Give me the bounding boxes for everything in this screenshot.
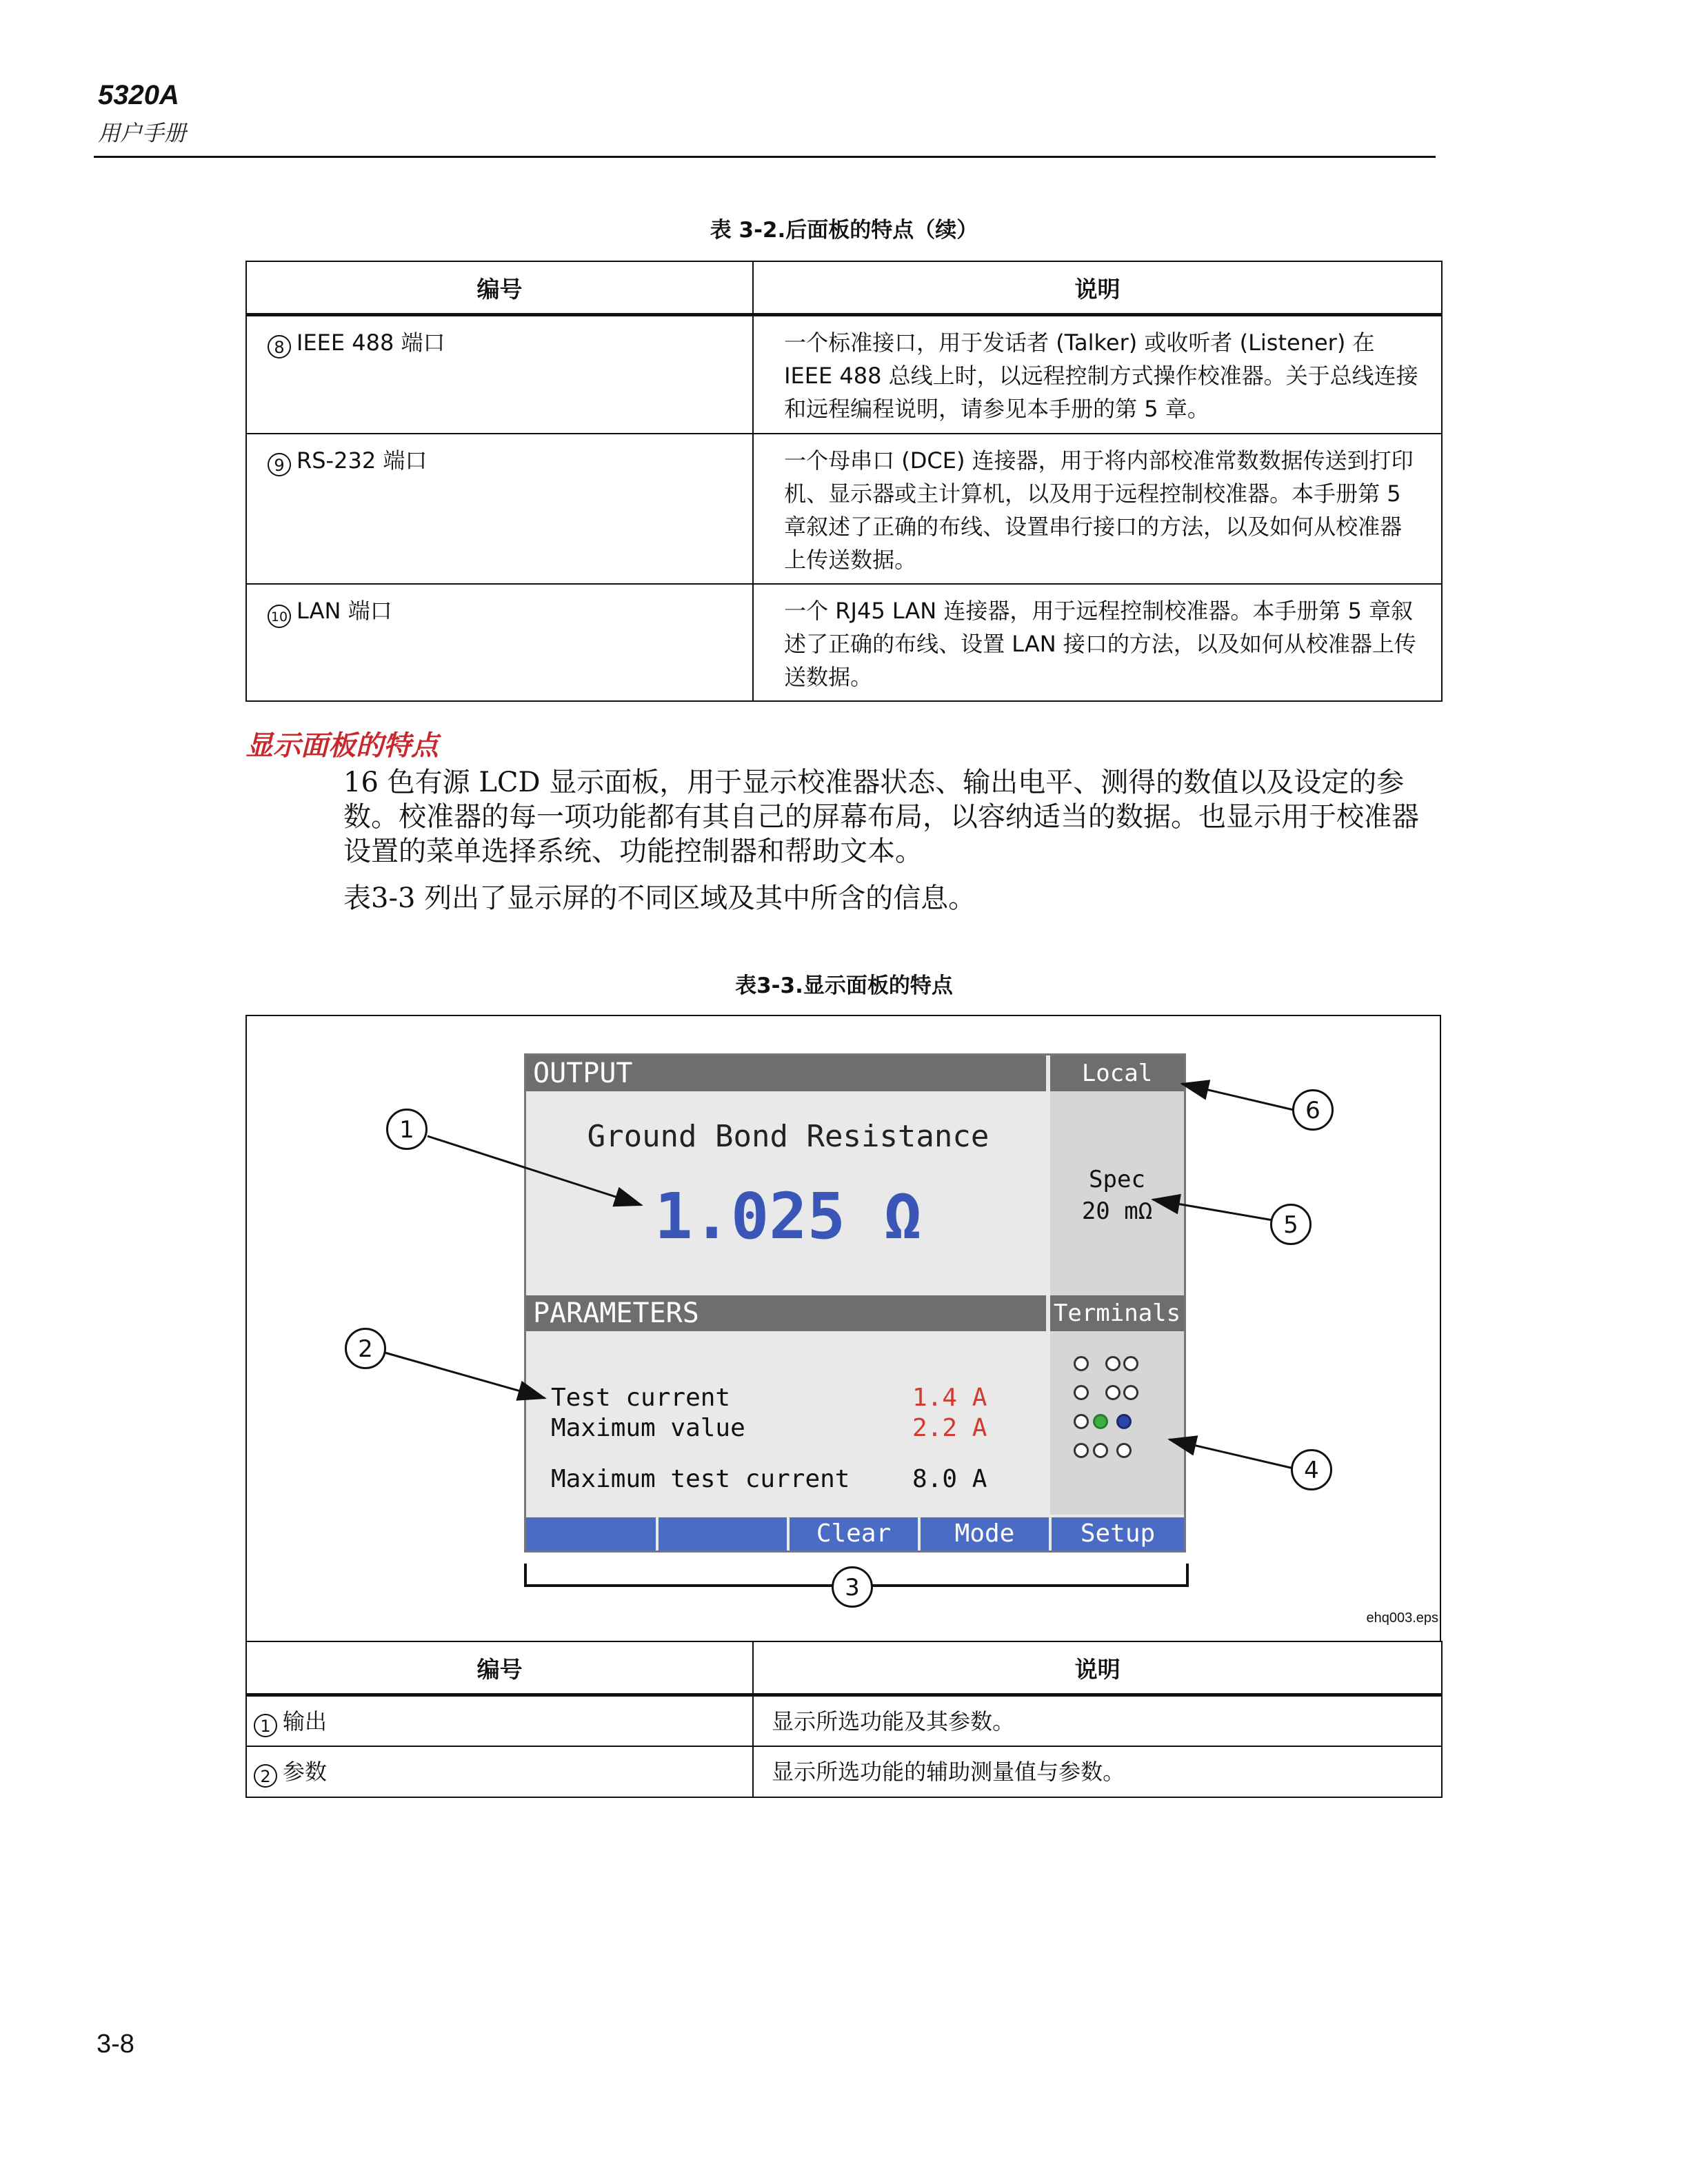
mode-indicator: Local bbox=[1050, 1055, 1184, 1091]
figure-filename: ehq003.eps bbox=[1366, 1610, 1438, 1626]
feature-description: 显示所选功能的辅助测量值与参数。 bbox=[753, 1746, 1442, 1797]
section-paragraph: 16 色有源 LCD 显示面板，用于显示校准器状态、输出电平、测得的数值以及设定的参数。校准器的每一项功能都有其自己的屏幕布局，以容纳适当的数据。也显示用于校准器设置的菜单选择系统、功能控制器和帮助文本。 bbox=[343, 767, 1419, 867]
callout-number: 10 bbox=[268, 605, 291, 628]
callout-number: 8 bbox=[268, 335, 291, 358]
feature-description: 一个母串口 (DCE) 连接器，用于将内部校准常数数据传送到打印机、显示器或主计算机，以及用于远程控制校准器。本手册第 5 章叙述了正确的布线、设置串行接口的方法，以及如何从校准器上传送数据。 bbox=[753, 434, 1442, 584]
table-3-2-caption: 表 3-2.后面板的特点（续） bbox=[710, 218, 978, 243]
param-name: Test current bbox=[551, 1384, 731, 1412]
callout-5: 5 bbox=[1270, 1204, 1312, 1245]
table-row bbox=[246, 1695, 1442, 1746]
callout-1: 1 bbox=[386, 1109, 428, 1150]
figure-caption: 表3-3.显示面板的特点 bbox=[735, 973, 953, 998]
col-header-number: 编号 bbox=[246, 1641, 753, 1695]
table-row bbox=[246, 1746, 1442, 1797]
callout-2: 2 bbox=[345, 1328, 386, 1369]
feature-description: 一个 RJ45 LAN 连接器，用于远程控制校准器。本手册第 5 章叙述了正确的布线、设置 LAN 接口的方法，以及如何从校准器上传送数据。 bbox=[753, 584, 1442, 701]
feature-name: IEEE 488 端口 bbox=[297, 330, 445, 356]
output-header: OUTPUT bbox=[526, 1055, 1046, 1091]
table-3-3 bbox=[245, 1641, 1443, 1798]
callout-6: 6 bbox=[1292, 1089, 1334, 1131]
softkey-mode[interactable]: Mode bbox=[921, 1517, 1049, 1550]
feature-name: 输出 bbox=[283, 1708, 328, 1735]
section-title: 显示面板的特点 bbox=[245, 730, 439, 762]
col-header-description: 说明 bbox=[753, 1641, 1442, 1695]
param-value: 8.0 A bbox=[912, 1465, 987, 1493]
param-value: 2.2 A bbox=[912, 1414, 987, 1442]
callout-3: 3 bbox=[832, 1566, 873, 1608]
feature-name: RS-232 端口 bbox=[297, 447, 428, 474]
col-header-description: 说明 bbox=[753, 261, 1442, 315]
softkey-clear[interactable]: Clear bbox=[790, 1517, 918, 1550]
terminals-header: Terminals bbox=[1050, 1295, 1184, 1331]
callout-number: 1 bbox=[254, 1714, 277, 1737]
manual-model: 5320A bbox=[98, 80, 179, 110]
spec-value: 20 mΩ bbox=[1081, 1197, 1153, 1225]
main-output-value: 1.025 Ω bbox=[654, 1180, 922, 1253]
manual-subtitle: 用户手册 bbox=[98, 120, 187, 146]
callout-number: 9 bbox=[268, 453, 291, 476]
feature-description: 一个标准接口，用于发话者 (Talker) 或收听者 (Listener) 在 IEEE 488 总线上时，以远程控制方式操作校准器。关于总线连接和远程编程说明，请参见本手册的第 5 章。 bbox=[753, 315, 1442, 434]
page-number: 3-8 bbox=[97, 2030, 134, 2059]
param-value: 1.4 A bbox=[912, 1384, 987, 1412]
spec-label: Spec bbox=[1089, 1166, 1145, 1193]
feature-description: 显示所选功能及其参数。 bbox=[753, 1695, 1442, 1746]
feature-name: LAN 端口 bbox=[297, 597, 392, 624]
param-name: Maximum test current bbox=[551, 1465, 850, 1493]
function-name: Ground Bond Resistance bbox=[587, 1119, 989, 1154]
callout-number: 2 bbox=[254, 1764, 277, 1788]
param-name: Maximum value bbox=[551, 1414, 745, 1442]
callout-4: 4 bbox=[1291, 1449, 1332, 1490]
parameters-header: PARAMETERS bbox=[526, 1295, 1046, 1331]
col-header-number: 编号 bbox=[246, 261, 753, 315]
feature-name: 参数 bbox=[283, 1758, 328, 1785]
softkey-setup[interactable]: Setup bbox=[1052, 1517, 1184, 1550]
section-paragraph-ref: 表3-3 列出了显示屏的不同区域及其中所含的信息。 bbox=[343, 882, 976, 914]
